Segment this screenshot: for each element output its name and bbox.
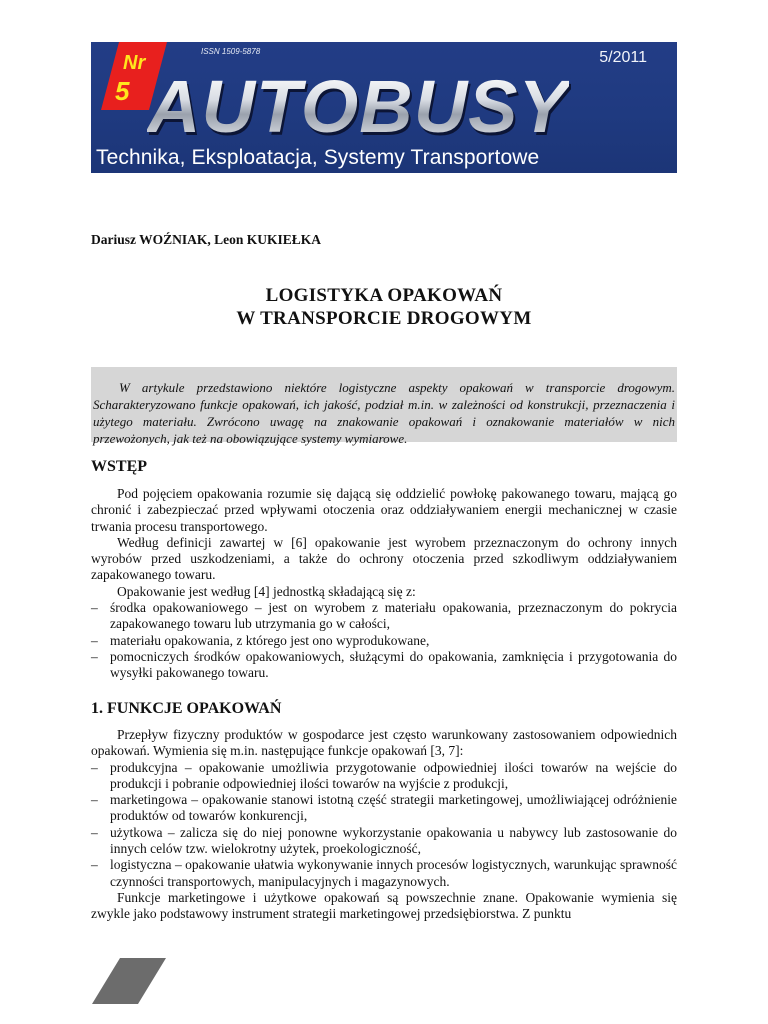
intro-paragraph-1: Pod pojęciem opakowania rozumie się dającą się oddzielić powłokę pakowanego towaru, mającą go chronić i zabezpieczać przed wpływami otoczenia oraz oddziaływaniem energii mechanicznej w czasie trwania procesu transportowego.: [91, 486, 677, 534]
article-authors: Dariusz WOŹNIAK, Leon KUKIEŁKA: [91, 232, 322, 247]
list-item-text: produkcyjna – opakowanie umożliwia przygotowanie odpowiedniej ilości towarów na wejście do produkcji i pobranie odpowiedniej ilości towarów na wyjście z produkcji,: [110, 759, 677, 791]
list-dash: –: [91, 824, 98, 840]
functions-list: [91, 760, 677, 890]
list-dash: –: [91, 648, 98, 664]
decorative-stripe: [92, 958, 166, 1004]
list-item-text: logistyczna – opakowanie ułatwia wykonywanie innych procesów logistycznych, warunkując sprawność czynności transportowych, manipulacyjnych i magazynowych.: [110, 857, 677, 889]
list-item: [91, 649, 677, 682]
intro-list: [91, 600, 677, 681]
article-title-line-1: LOGISTYKA OPAKOWAŃ: [265, 285, 503, 306]
intro-body: [91, 486, 677, 682]
journal-banner: [91, 42, 677, 173]
section-heading-intro: WSTĘP: [91, 458, 148, 475]
article-title-line-2: W TRANSPORCIE DROGOWYM: [236, 308, 532, 329]
list-item-text: materiału opakowania, z którego jest ono wyprodukowane,: [110, 632, 430, 648]
list-item-text: użytkowa – zalicza się do niej ponowne wykorzystanie opakowania u nabywcy lub zastosowanie do innych celów tzw. wielokrotny użytek, proekologiczność,: [110, 824, 677, 857]
badge-number: 5: [115, 76, 130, 106]
section-1-paragraph-2: Funkcje marketingowe i użytkowe opakowań są powszechnie znane. Opakowanie wymienia się zwykle jako podstawowy instrument strategii marketingowej przedsiębiorstwa. Z punktu: [91, 889, 677, 922]
section-1-body: [91, 727, 677, 923]
list-item: [91, 760, 677, 793]
list-dash: –: [91, 600, 98, 616]
list-dash: –: [91, 792, 98, 808]
intro-paragraph-2: Według definicji zawartej w [6] opakowanie jest wyrobem przeznaczonym do ochrony innych wyrobów przed uszkodzeniami, a także do ochrony otoczenia przed szkodliwym oddziaływaniem zapakowanego towaru.: [91, 534, 677, 583]
list-item-text: środka opakowaniowego – jest on wyrobem z materiału opakowania, przeznaczonym do pokrycia zapakowanego towaru lub utrzymania go w całości,: [110, 600, 677, 632]
list-item-text: marketingowa – opakowanie stanowi istotną część strategii marketingowej, umożliwiającej odróżnienie produktów od towarów konkurencji,: [110, 792, 677, 824]
intro-paragraph-3: Opakowanie jest według [4] jednostką składającą się z:: [117, 583, 416, 599]
list-item: [91, 633, 677, 649]
issue-label: 5/2011: [599, 49, 647, 66]
list-item-text: pomocniczych środków opakowaniowych, służącymi do opakowania, zamknięcia i przygotowania do wysyłki pakowanego towaru.: [110, 648, 677, 681]
list-dash: –: [91, 857, 98, 873]
list-item: [91, 857, 677, 890]
list-dash: –: [91, 632, 98, 648]
abstract-box: [91, 367, 677, 446]
section-1-paragraph-1: Przepływ fizyczny produktów w gospodarce jest często warunkowany zastosowaniem odpowiednich opakowań. Wymienia się m.in. następujące funkcje opakowań [3, 7]:: [91, 727, 677, 759]
journal-subtitle: Technika, Eksploatacja, Systemy Transportowe: [96, 146, 540, 169]
abstract-text: W artykule przedstawiono niektóre logistyczne aspekty opakowań w transporcie drogowym. Scharakteryzowano funkcje opakowań, ich jakość, podział m.in. w zależności od konstrukcji, przeznaczenia i użytego materiału. Zwrócono uwagę na znakowanie opakowań i oznakowanie materiałów w nich przewożonych, jak też na obowiązujące systemy wymiarowe.: [93, 380, 675, 446]
issn-number: ISSN 1509-5878: [201, 47, 261, 56]
list-item: [91, 792, 677, 825]
list-item: [91, 600, 677, 633]
list-dash: –: [91, 759, 98, 775]
badge-nr-label: Nr: [123, 52, 146, 74]
section-heading-1: 1. FUNKCJE OPAKOWAŃ: [91, 700, 282, 717]
journal-title: AUTOBUSY: [147, 65, 569, 148]
list-item: [91, 825, 677, 858]
